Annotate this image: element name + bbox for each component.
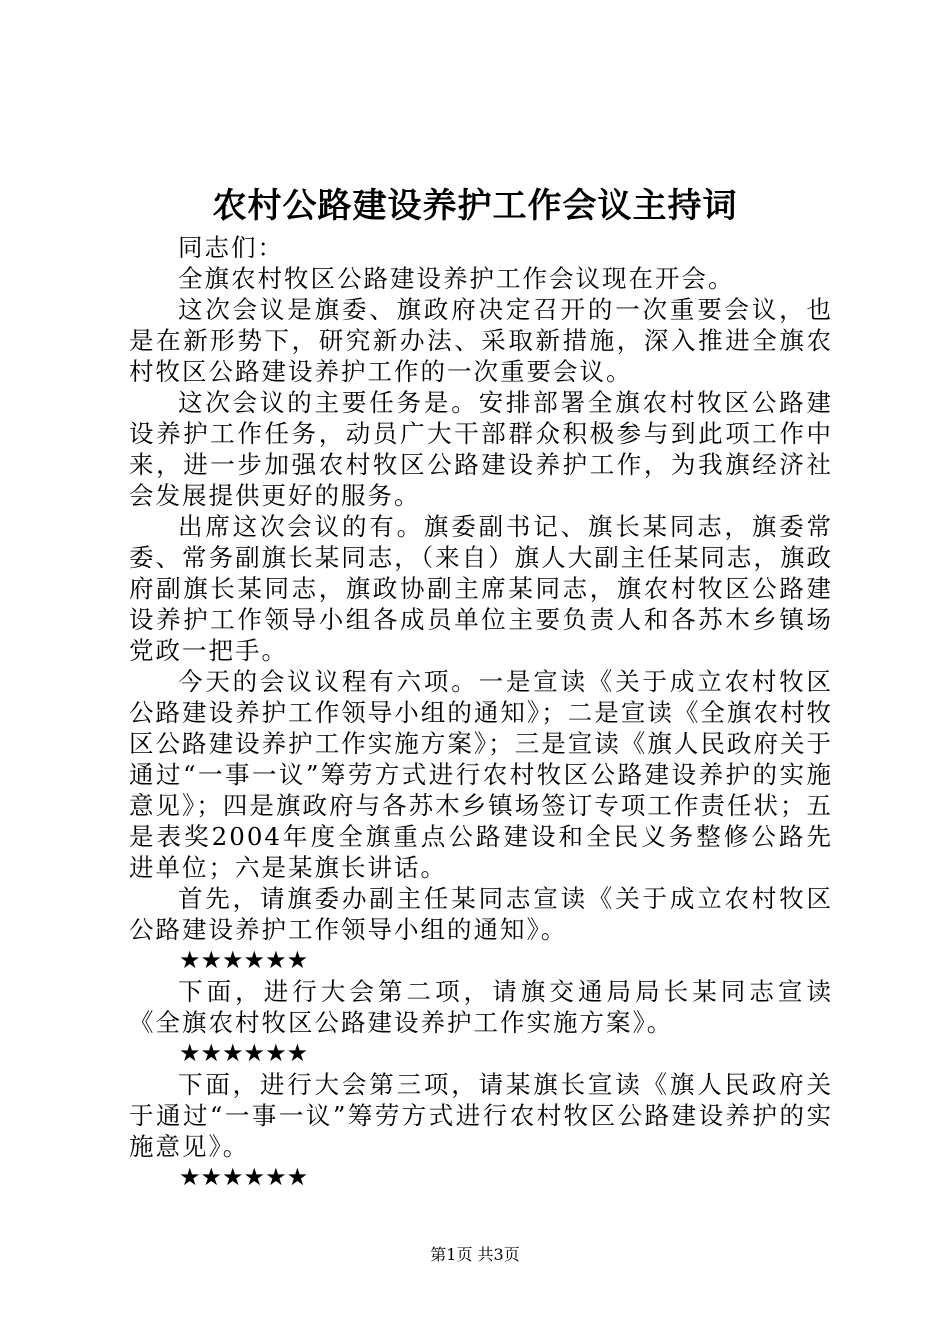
paragraph: 下面，进行大会第二项，请旗交通局局长某同志宣读《全旗农村牧区公路建设养护工作实施方案》。 — [129, 977, 833, 1037]
star-separator: ★★★★★★ — [179, 1163, 309, 1191]
paragraph: 全旗农村牧区公路建设养护工作会议现在开会。 — [178, 264, 735, 293]
page-number-footer: 第1页 共3页 — [430, 1245, 520, 1264]
paragraph: 这次会议的主要任务是。安排部署全旗农村牧区公路建设养护工作任务，动员广大干部群众积极参与到此项工作中来，进一步加强农村牧区公路建设养护工作，为我旗经济社会发展提供更好的服务。 — [129, 388, 833, 510]
star-separator: ★★★★★★ — [179, 1039, 309, 1067]
star-separator: ★★★★★★ — [179, 946, 309, 974]
paragraph: 下面，进行大会第三项，请某旗长宣读《旗人民政府关于通过“一事一议”筹劳方式进行农村牧区公路建设养护的实施意见》。 — [129, 1070, 833, 1161]
document-title: 农村公路建设养护工作会议主持词 — [212, 186, 738, 226]
paragraph: 这次会议是旗委、旗政府决定召开的一次重要会议，也是在新形势下，研究新办法、采取新措施，深入推进全旗农村牧区公路建设养护工作的一次重要会议。 — [129, 295, 833, 386]
document-body — [129, 232, 833, 1193]
paragraph-salutation: 同志们： — [178, 233, 284, 262]
paragraph: 首先，请旗委办副主任某同志宣读《关于成立农村牧区公路建设养护工作领导小组的通知》。 — [129, 884, 833, 944]
paragraph: 今天的会议议程有六项。一是宣读《关于成立农村牧区公路建设养护工作领导小组的通知》；二是宣读《全旗农村牧区公路建设养护工作实施方案》；三是宣读《旗人民政府关于通过“一事一议”筹劳方式进行农村牧区公路建设养护的实施意见》；四是旗政府与各苏木乡镇场签订专项工作责任状；五是表奖2004年度全旗重点公路建设和全民义务整修公路先进单位；六是某旗长讲话。 — [129, 667, 833, 882]
paragraph: 出席这次会议的有。旗委副书记、旗长某同志，旗委常委、常务副旗长某同志，（来自）旗人大副主任某同志，旗政府副旗长某同志，旗政协副主席某同志，旗农村牧区公路建设养护工作领导小组各成员单位主要负责人和各苏木乡镇场党政一把手。 — [129, 512, 833, 665]
